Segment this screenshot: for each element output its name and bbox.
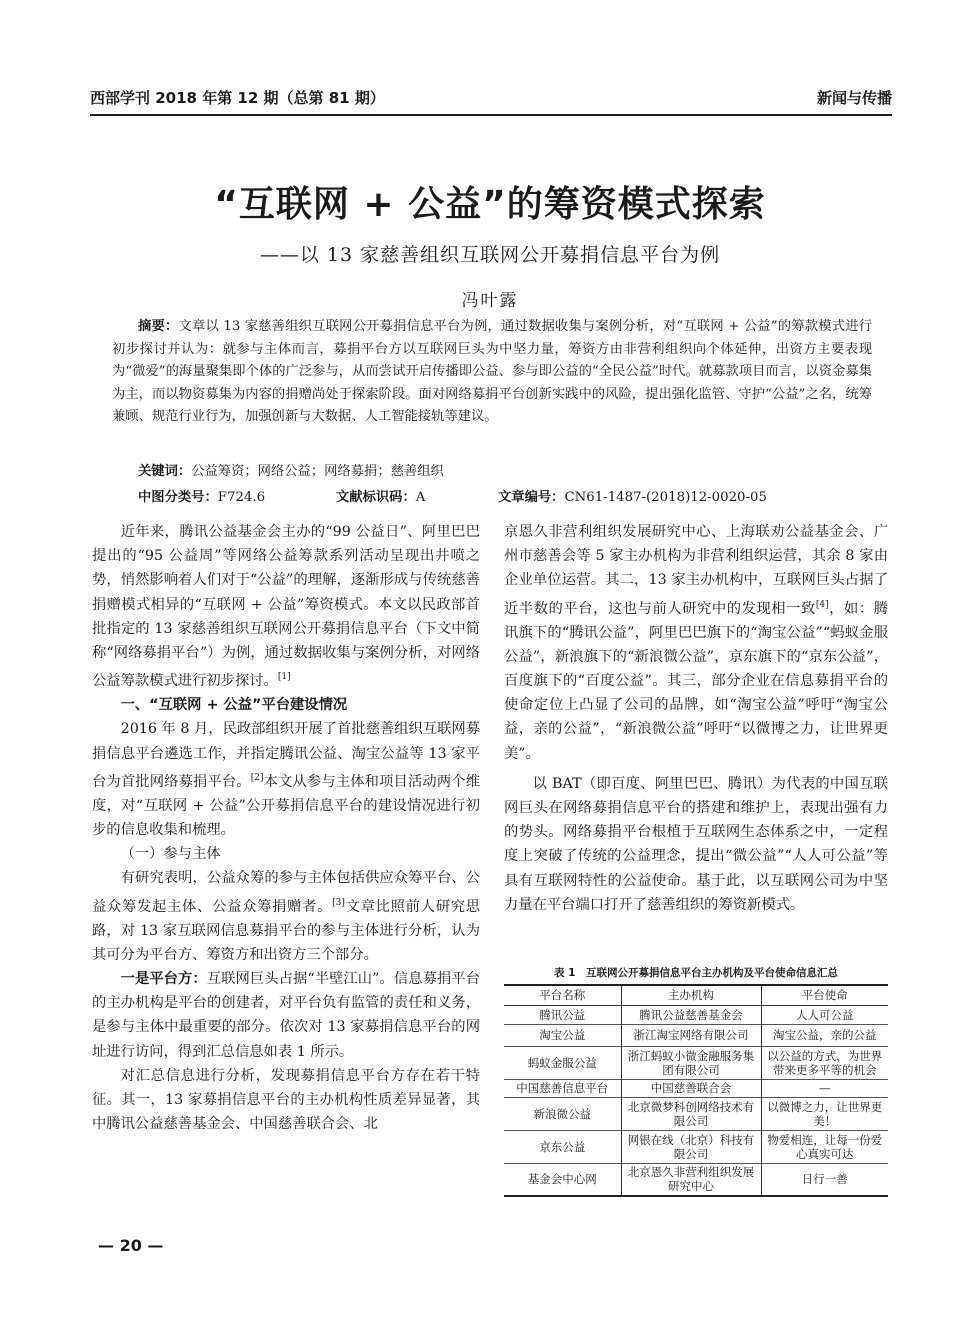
abstract [112,316,872,429]
doc-label: 文献标识码： [336,490,416,505]
table-cell: 基金会中心网 [504,1163,621,1196]
table-cell: 新浪微公益 [504,1097,621,1130]
abstract-label: 摘要： [138,319,179,334]
table-header-cell: 主办机构 [621,985,761,1005]
article-number-value: CN61-1487-(2018)12-0020-05 [564,490,767,505]
paragraph-text: 对汇总信息进行分析，发现募捐信息平台方存在若干特征。其一，13 家募捐信息平台的主办机构性质差异显著，其中腾讯公益慈善基金会、中国慈善联合会、北 [92,1067,480,1133]
table-row [504,1079,888,1097]
table-cell: 蚂蚁金服公益 [504,1046,621,1079]
table-row [504,1130,888,1163]
paragraph-text: 京恩久非营利组织发展研究中心、上海联劝公益基金会、广州市慈善会等 5 家主办机构为非营利组织运营，其余 8 家由企业单位运营。其二，13 家主办机构中，互联网巨头占据了近半数的平台，这也与前人研究中的发现相一致 [504,524,888,617]
paragraph-lead: 一是平台方： [120,970,207,987]
table-cell: 北京微梦科创网络技术有限公司 [621,1097,761,1130]
table-cell: 浙江淘宝网络有限公司 [621,1024,761,1046]
table-cell: 腾讯公益 [504,1005,621,1024]
paragraph-text: 本文从参与主体和项目活动两个维度，对“互联网 + 公益”公开募捐信息平台的建设情况进行初步的信息收集和梳理。 [92,773,481,838]
table-cell: 网银在线（北京）科技有限公司 [621,1130,761,1163]
table-header-row [504,985,888,1005]
citation-ref: [2] [250,772,264,783]
table-row [504,1097,888,1130]
body-column-left [92,520,480,1136]
table-cell: 淘宝公益 [504,1024,621,1046]
table-cell: 人人可公益 [761,1005,888,1024]
abstract-text: 文章以 13 家慈善组织互联网公开募捐信息平台为例，通过数据收集与案例分析，对“互联网 + 公益”的筹款模式进行初步探讨并认为：就参与主体而言，募捐平台方以互联网巨头为中坚力量，筹资方由非营利组织向个体延伸，出资方主要表现为“微爱”的海量聚集即个体的广泛参与，从而尝试开启传播即公益、参与即公益的“全民公益”时代。就募款项目而言，以资金募集为主，而以物资募集为内容的捐赠尚处于探索阶段。面对网络募捐平台创新实践中的风险，提出强化监管、守护“公益”之名，统筹兼顾、规范行业行为，加强创新与大数据、人工智能接轨等建议。 [112,319,872,424]
table-cell: 物爱相连，让每一份爱心真实可达 [761,1130,888,1163]
table-caption: 表 1 互联网公开募捐信息平台主办机构及平台使命信息汇总 [554,967,838,979]
paragraph-text: 文章比照前人研究思路，对 13 家互联网信息募捐平台的参与主体进行分析，认为其可分为平台方、筹资方和出资方三个部分。 [92,898,481,963]
article-subtitle: ——以 13 家慈善组织互联网公开募捐信息平台为例 [259,244,721,266]
citation-ref: [4] [815,599,829,610]
table-header-cell: 平台名称 [504,985,621,1005]
paragraph [92,1064,480,1137]
table-cell: 北京恩久非营利组织发展研究中心 [621,1163,761,1196]
page-number: — 20 — [98,1236,164,1255]
article-title: “互联网 + 公益”的筹资模式探索 [214,184,766,225]
citation-ref: [1] [277,672,291,683]
table-row [504,1005,888,1024]
section-name: 新闻与传播 [816,89,892,107]
paragraph-text: 2016 年 8 月，民政部组织开展了首批慈善组织互联网募捐信息平台遴选工作，并指定腾讯公益、淘宝公益等 13 家平台为首批网络募捐平台。 [92,721,480,790]
keywords-text: 公益筹资；网络公益；网络募捐；慈善组织 [191,464,444,479]
article-metadata [138,486,898,508]
table-cell: 腾讯公益慈善基金会 [621,1005,761,1024]
running-head [90,88,892,116]
table-cell: 日行一善 [761,1163,888,1196]
table-cell: 浙江蚂蚁小微金融服务集团有限公司 [621,1046,761,1079]
document-code [336,486,425,505]
table-row [504,1163,888,1196]
subsection-heading: （一）参与主体 [120,846,221,863]
section-heading: 一、“互联网 + 公益”平台建设情况 [120,697,348,714]
paragraph-text: 互联网巨头占据“半壁江山”。信息募捐平台的主办机构是平台的创建者，对平台负有监管的责任和义务，是参与主体中最重要的部分。依次对 13 家募捐信息平台的网址进行访问，得到汇总信息如表 1 所示。 [92,970,480,1060]
table-cell: 以微博之力，让世界更美！ [761,1097,888,1130]
keywords [138,460,444,479]
doc-value: A [415,490,426,505]
platform-table [504,984,888,1197]
paragraph-text: ，如：腾讯旗下的“腾讯公益”，阿里巴巴旗下的“淘宝公益”“蚂蚁金服公益”，新浪旗下的“新浪微公益”，京东旗下的“京东公益”，百度旗下的“百度公益”。其三，部分企业在信息募捐平台的使命定位上凸显了公司的品牌，如“淘宝公益”呼吁“淘宝公益，亲的公益”，“新浪微公益”呼吁“以微博之力，让世界更美”。 [504,600,889,762]
table-cell: 淘宝公益，亲的公益 [761,1024,888,1046]
table-cell: 中国慈善信息平台 [504,1079,621,1097]
paragraph-text: 有研究表明，公益众筹的参与主体包括供应众筹平台、公益众筹发起主体、公益众筹捐赠者。 [92,870,480,915]
citation-ref: [3] [332,897,345,908]
keywords-label: 关键词： [138,464,192,479]
paragraph [504,520,888,766]
paragraph [92,717,480,842]
body-column-right [504,520,888,917]
paragraph [92,520,480,693]
table-row [504,1024,888,1046]
paragraph-text: 以 BAT（即百度、阿里巴巴、腾讯）为代表的中国互联网巨头在网络募捐信息平台的搭建和维护上，表现出强有力的势头。网络募捐平台根植于互联网生态体系之中，一定程度上突破了传统的公益理念，提出“微公益”“人人可公益”等具有互联网特性的公益使命。基于此，以互联网公司为中坚力量在平台端口打开了慈善组织的筹资新模式。 [504,775,888,913]
table-cell: 中国慈善联合会 [621,1079,761,1097]
clc-number [138,486,265,505]
article-number [498,486,767,505]
paragraph [504,772,888,917]
table-cell: 京东公益 [504,1130,621,1163]
paragraph [92,967,480,1064]
author-name: 冯叶露 [461,291,519,311]
journal-info: 西部学刊 2018 年第 12 期（总第 81 期） [90,89,385,107]
table-cell: 以公益的方式，为世界带来更多平等的机会 [761,1046,888,1079]
clc-label: 中图分类号： [138,490,218,505]
table-cell: — [761,1079,888,1097]
paragraph [92,866,480,967]
table-row [504,1046,888,1079]
article-number-label: 文章编号： [498,490,565,505]
paragraph-text: 近年来，腾讯公益基金会主办的“99 公益日”、阿里巴巴提出的“95 公益周”等网络公益筹款系列活动呈现出井喷之势，悄然影响着人们对于“公益”的理解，逐渐形成与传统慈善捐赠模式相异的“互联网 + 公益”筹资模式。本文以民政部首批指定的 13 家慈善组织互联网公开募捐信息平台（下文中简称“网络募捐平台”）为例，通过数据收集与案例分析，对网络公益筹款模式进行初步探讨。 [92,524,480,689]
clc-value: F724.6 [217,490,266,505]
table-header-cell: 平台使命 [761,985,888,1005]
